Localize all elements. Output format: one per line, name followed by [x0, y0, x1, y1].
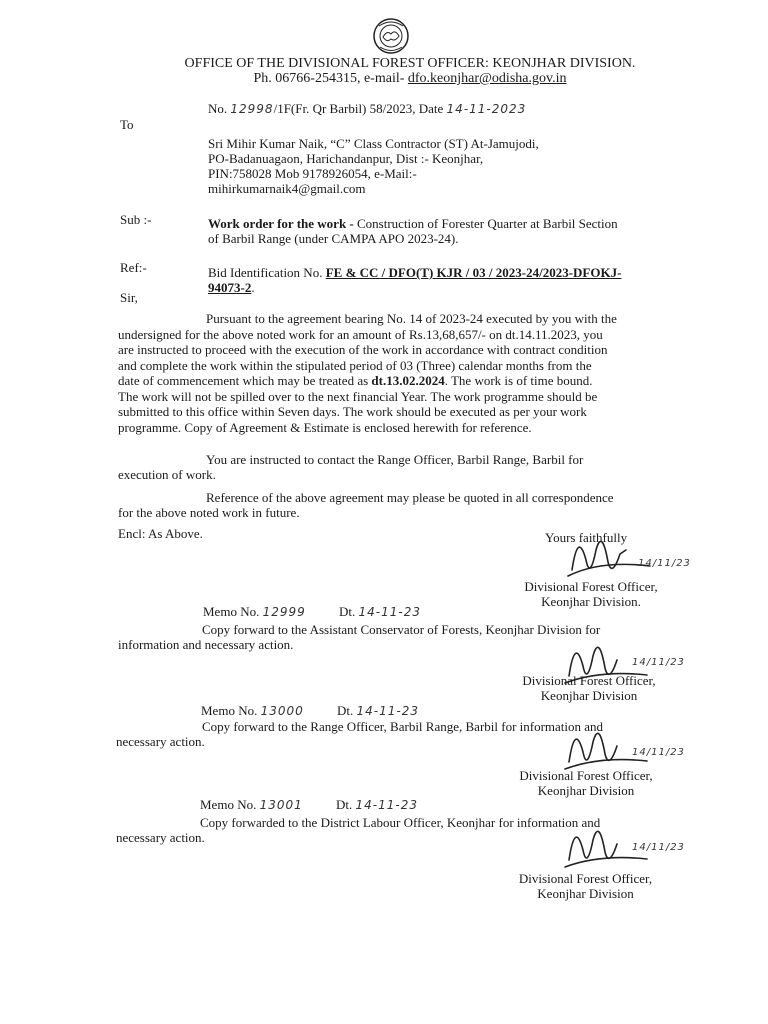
letter-no-handwritten: 12998: [230, 102, 274, 116]
addressee-line: PIN:758028 Mob 9178926054, e-Mail:-: [208, 166, 417, 181]
subject-bold: Work order for the work -: [208, 216, 357, 231]
signatory-block-main: [515, 579, 667, 609]
subject-line-2: of Barbil Range (under CAMPA APO 2023-24).: [208, 231, 459, 246]
enclosure-note: Encl: As Above.: [118, 526, 203, 541]
para1-line: Pursuant to the agreement bearing No. 14 of 2023-24 executed by you with the: [206, 311, 617, 326]
para1-line: and complete the work within the stipulated period of 03 (Three) calendar months from the: [118, 357, 592, 373]
para1-line: are instructed to proceed with the execution of the work in accordance with contract condition: [118, 342, 608, 357]
signature-date-memo-3: 14/11/23: [632, 842, 685, 853]
memo-2-text: Copy forward to the Range Officer, Barbil Range, Barbil for information and necessary action.: [116, 719, 604, 749]
to-label: To: [120, 117, 134, 132]
body-paragraph-2: [118, 452, 684, 482]
office-email-link[interactable]: dfo.keonjhar@odisha.gov.in: [407, 71, 567, 86]
office-contact: [150, 71, 670, 86]
subject-label: Sub :-: [120, 212, 152, 227]
addressee-block: [208, 136, 678, 196]
para1-line: undersigned for the above noted work for an amount of Rs.13,68,657/- on dt.14.11.2023, you: [118, 326, 603, 342]
para1-line: programme. Copy of Agreement & Estimate is enclosed herewith for reference.: [118, 419, 532, 435]
letter-date-handwritten: 14-11-2023: [446, 102, 527, 116]
signatory-block-memo-2: Divisional Forest Officer, Keonjhar Division: [519, 768, 653, 798]
odisha-emblem-logo: [370, 16, 412, 56]
addressee-email: mihirkumarnaik4@gmail.com: [208, 181, 366, 196]
memo-1-header: Memo No. 12999 Dt. 14-11-23: [203, 604, 421, 619]
memo-3-number: 13001: [259, 798, 303, 812]
closing-yours-faithfully: Yours faithfully: [545, 530, 628, 545]
letter-number-line: [208, 101, 628, 117]
signature-date-memo-2: 14/11/23: [632, 747, 685, 758]
memo-2-number: 13000: [260, 704, 304, 718]
memo-3-header: Memo No. 13001 Dt. 14-11-23: [200, 797, 418, 812]
bid-id-line-1: FE & CC / DFO(T) KJR / 03 / 2023-24/2023-DFOKJ-: [325, 265, 622, 280]
signature-date-main: 14/11/23: [638, 558, 691, 569]
ref-label: Ref:-: [120, 260, 147, 275]
salutation: Sir,: [120, 290, 138, 305]
para2-line: execution of work.: [118, 467, 216, 482]
para1-line: The work will not be spilled over to the next financial Year. The work programme should be: [118, 388, 598, 404]
memo-2-date: 14-11-23: [356, 704, 419, 718]
memo-1-text: Copy forward to the Assistant Conservator of Forests, Keonjhar Division for information and necessary action.: [118, 622, 601, 652]
memo-2-header: Memo No. 13000 Dt. 14-11-23: [201, 703, 419, 718]
letter-no-reference: /1F(Fr. Qr Barbil) 58/2023, Date: [273, 101, 444, 116]
signatory-block-memo-3: Divisional Forest Officer, Keonjhar Division: [518, 871, 653, 901]
body-paragraph-1: [118, 311, 684, 435]
bid-id-line-2: 94073-2: [208, 280, 252, 295]
para3-line: for the above noted work in future.: [118, 505, 300, 520]
signatory-designation: Divisional Forest Officer,: [524, 579, 658, 594]
addressee-line: PO-Badanuagaon, Harichandanpur, Dist :- Keonjhar,: [208, 151, 484, 166]
para2-line: You are instructed to contact the Range Officer, Barbil Range, Barbil for: [206, 452, 584, 467]
memo-3-text: Copy forwarded to the District Labour Officer, Keonjhar for information and necessary action.: [116, 815, 601, 845]
subject-line-1: Construction of Forester Quarter at Barbil Section: [357, 216, 618, 231]
letter-no-label: No.: [208, 101, 228, 116]
signatory-block-memo-1: Divisional Forest Officer, Keonjhar Division: [522, 673, 656, 703]
reference-text: [208, 265, 688, 295]
office-heading: OFFICE OF THE DIVISIONAL FOREST OFFICER: KEONJHAR DIVISION.: [184, 56, 636, 71]
signatory-division: Keonjhar Division.: [541, 594, 641, 609]
para3-line: Reference of the above agreement may please be quoted in all correspondence: [206, 490, 614, 505]
memo-1-number: 12999: [262, 605, 306, 619]
para1-line: submitted to this office within Seven days. The work should be executed as per your work: [118, 404, 587, 419]
contact-phone: Ph. 06766-254315, e-mail-: [253, 71, 408, 86]
completion-date: dt.13.02.2024: [371, 373, 445, 388]
body-paragraph-3: [118, 490, 684, 520]
subject-text: [208, 216, 678, 246]
addressee-line: Sri Mihir Kumar Naik, “C” Class Contractor (ST) At-Jamujodi,: [208, 136, 539, 151]
ref-prefix: Bid Identification No.: [208, 265, 326, 280]
para1-line: date of commencement which may be treated as dt.13.02.2024. The work is of time bound.: [118, 373, 593, 388]
memo-1-date: 14-11-23: [358, 605, 421, 619]
ref-end: .: [251, 280, 255, 295]
memo-3-date: 14-11-23: [355, 798, 418, 812]
signature-date-memo-1: 14/11/23: [632, 657, 685, 668]
